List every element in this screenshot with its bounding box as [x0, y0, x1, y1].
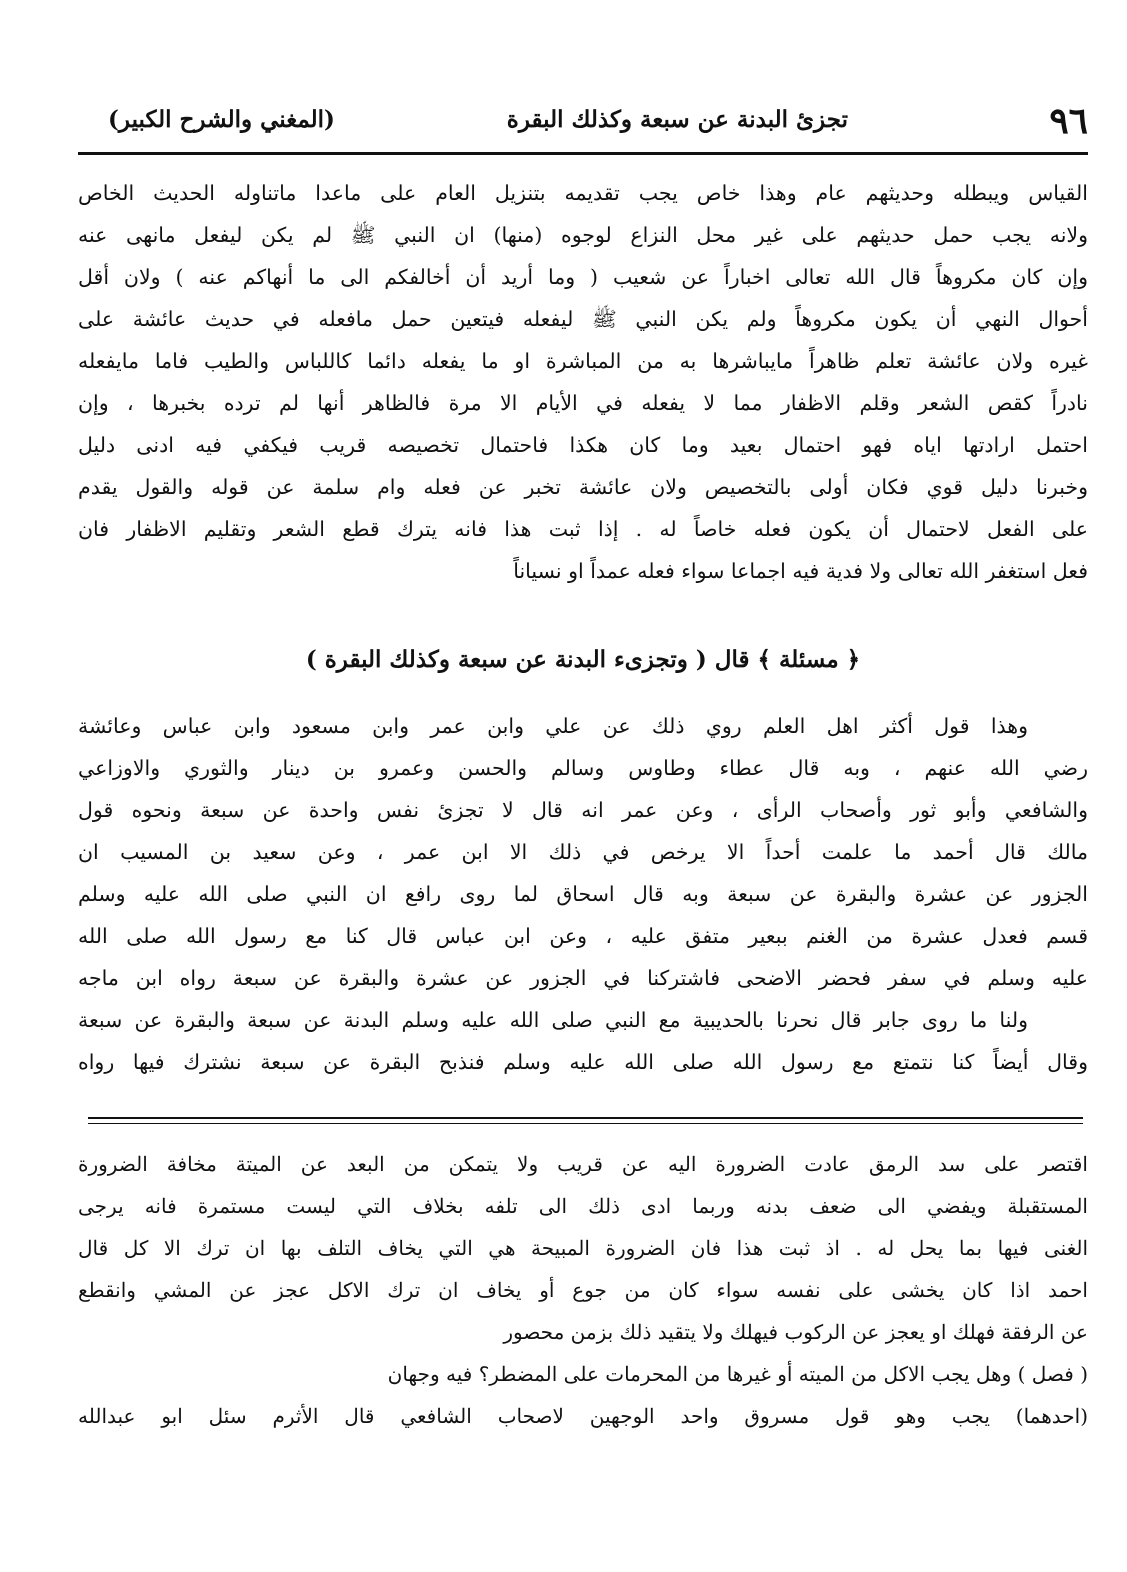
text-line: عليه وسلم في سفر فحضر الاضحى فاشتركنا في الجزور عن عشرة والبقرة عن سبعة رواه ابن ماجه	[78, 966, 1088, 990]
text-line: ولانه يجب حمل حديثهم على غير محل النزاع لوجوه (منها) ان النبي ﷺ لم يكن ليفعل مانهى عنه	[78, 223, 1088, 247]
text-line: وخبرنا دليل قوي فكان أولى بالتخصيص ولان عائشة تخبر عن فعله وام سلمة عن قوله والقول يقدم	[78, 475, 1088, 499]
text-line: القياس ويبطله وحديثهم عام وهذا خاص يجب تقديمه بتنزيل العام على ماعدا ماتناوله الحديث الخاص	[78, 181, 1088, 205]
text-line: رضي الله عنهم ، وبه قال عطاء وطاوس وسالم والحسن وعمرو بن دينار والثوري والاوزاعي	[78, 756, 1088, 780]
header-rule	[78, 152, 1088, 155]
book-title: (المغني والشرح الكبير)	[108, 106, 335, 133]
running-title: تجزئ البدنة عن سبعة وكذلك البقرة	[506, 106, 848, 133]
text-line: على الفعل لاحتمال أن يكون فعله خاصاً له . إذا ثبت هذا فانه يترك قطع الشعر وتقليم الاظفار فان	[78, 517, 1088, 541]
text-line: أحوال النهي أن يكون مكروهاً ولم يكن النبي ﷺ ليفعله فيتعين حمل مافعله في حديث عائشة على	[78, 307, 1088, 331]
main-text	[78, 172, 1088, 592]
footnote-rule	[88, 1123, 1083, 1124]
text-line: فعل استغفر الله تعالى ولا فدية فيه اجماعا سواء فعله عمداً او نسياناً	[513, 559, 1088, 583]
text-line: وإن كان مكروهاً قال الله تعالى اخباراً عن شعيب ( وما أريد أن أخالفكم الى ما أنهاكم عنه ) ولان أقل	[78, 265, 1088, 289]
text-line: والشافعي وأبو ثور وأصحاب الرأى ، وعن عمر انه قال لا تجزئ نفس واحدة عن سبعة ونحوه قول	[78, 798, 1088, 822]
text-line: احتمل ارادتها اياه فهو احتمال بعيد وما كان هكذا فاحتمال تخصيصه قريب فيكفي فيه ادنى دليل	[78, 433, 1088, 457]
text-line: غيره ولان عائشة تعلم ظاهراً مايباشرها به من المباشرة او ما يفعله دائما كاللباس والطيب فاما مايفعله	[78, 349, 1088, 373]
text-line: ولنا ما روى جابر قال نحرنا بالحديبية مع النبي صلى الله عليه وسلم البدنة عن سبعة والبقرة عن سبعة	[78, 1008, 1028, 1032]
issue-heading: ﴿ مسئلة ﴾ قال ( وتجزىء البدنة عن سبعة وكذلك البقرة )	[305, 646, 861, 673]
text-line: وقال أيضاً كنا نتمتع مع رسول الله صلى الله عليه وسلم فنذبح البقرة عن سبعة نشترك فيها رواه	[78, 1050, 1088, 1074]
issue-text	[78, 705, 1088, 1083]
text-line: قسم فعدل عشرة من الغنم ببعير متفق عليه ، وعن ابن عباس قال كنا مع رسول الله صلى الله	[78, 924, 1088, 948]
text-line: احمد اذا كان يخشى على نفسه سواء كان من جوع أو يخاف ان ترك الاكل عجز عن المشي وانقطع	[78, 1278, 1088, 1302]
text-line: الجزور عن عشرة والبقرة عن سبعة وبه قال اسحاق لما روى رافع ان النبي صلى الله عليه وسلم	[78, 882, 1088, 906]
text-line: الغنى فيها بما يحل له . اذ ثبت هذا فان الضرورة المبيحة هي التي يخاف التلف بها ان ترك الا كل قال	[78, 1236, 1088, 1260]
text-line: نادراً كقص الشعر وقلم الاظفار مما لا يفعله في الأيام الا مرة فالظاهر أنها لم ترده بخبرها ، وإن	[78, 391, 1088, 415]
text-line: المستقبلة ويفضي الى ضعف بدنه وربما ادى ذلك الى تلفه بخلاف التي ليست مستمرة فانه يرجى	[78, 1194, 1088, 1218]
footnote-rule	[88, 1117, 1083, 1119]
text-line: عن الرفقة فهلك او يعجز عن الركوب فيهلك ولا يتقيد ذلك بزمن محصور	[503, 1320, 1088, 1344]
text-line: مالك قال أحمد ما علمت أحداً الا يرخص في ذلك الا ابن عمر ، وعن سعيد بن المسيب ان	[78, 840, 1088, 864]
text-line: اقتصر على سد الرمق عادت الضرورة اليه عن قريب ولا يتمكن من البعد عن الميتة مخافة الضرورة	[78, 1152, 1088, 1176]
footnote-text	[78, 1143, 1088, 1437]
text-line: (احدهما) يجب وهو قول مسروق واحد الوجهين لاصحاب الشافعي قال الأثرم سئل ابو عبدالله	[78, 1404, 1088, 1428]
page-number: ٩٦	[1049, 100, 1088, 142]
text-line: وهذا قول أكثر اهل العلم روي ذلك عن علي وابن عمر وابن مسعود وابن عباس وعائشة	[78, 714, 1028, 738]
text-line: ( فصل ) وهل يجب الاكل من الميته أو غيرها من المحرمات على المضطر؟ فيه وجهان	[387, 1362, 1088, 1386]
page-header	[78, 96, 1088, 152]
